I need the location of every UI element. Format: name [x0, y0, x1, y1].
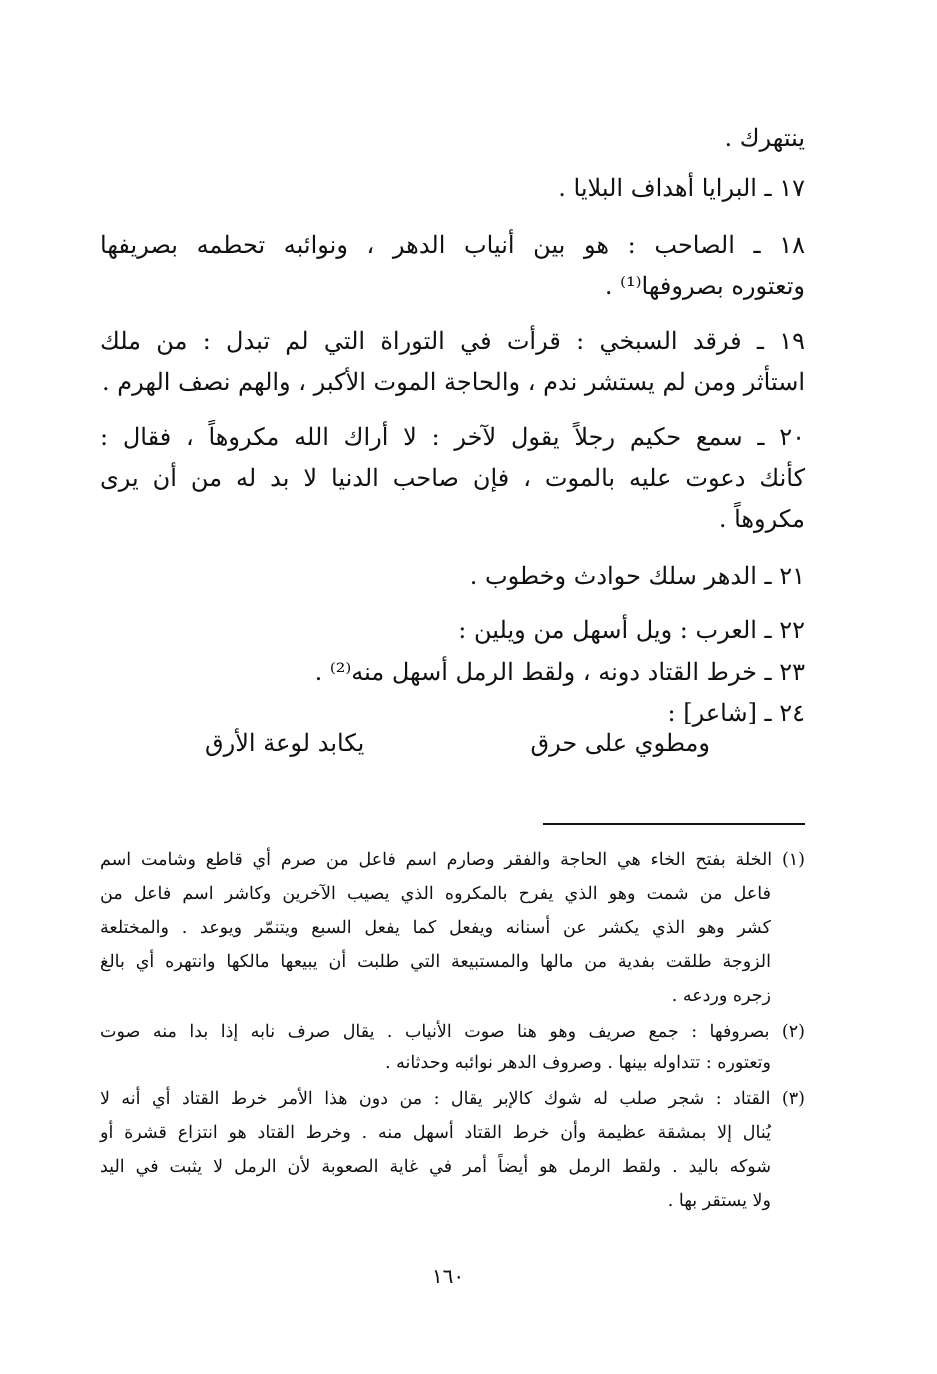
- body-line-9: مكروهاً .: [718, 505, 805, 533]
- footnote-line-3: كشر وهو الذي يكشر عن أسنانه ويفعل كما يفعل السبع ويتنمّر ويوعد . والمختلعة: [100, 918, 771, 938]
- body-line-10: ٢١ ـ الدهر سلك حوادث وخطوب .: [469, 562, 805, 590]
- body-line-12: ٢٣ ـ خرط القتاد دونه ، ولقط الرمل أسهل منه⁽²⁾ .: [314, 658, 805, 686]
- page-number: ١٦٠: [431, 1264, 465, 1288]
- verse: [205, 727, 710, 759]
- body-line-8: كأنك دعوت عليه بالموت ، فإن صاحب الدنيا لا بد له من أن يرى: [100, 464, 805, 492]
- verse-second-hemistich: يكابد لوعة الأرق: [205, 729, 365, 757]
- footnote-line-7: وتعتوره : تتداوله بينها . وصروف الدهر نوائبه وحدثانه .: [384, 1053, 771, 1073]
- footnote-line-4: الزوجة طلقت بفدية من مالها والمستبيعة التي طلبت أن يبيعها مالكها وانتهره أي بالغ: [100, 952, 771, 972]
- body-line-5: ١٩ ـ فرقد السبخي : قرأت في التوراة التي لم تبدل : من ملك: [100, 327, 805, 355]
- body-line-2: ١٧ ـ البرايا أهداف البلايا .: [558, 174, 805, 202]
- footnote-line-8: (٣) القتاد : شجر صلب له شوك كالإبر يقال : من دون هذا الأمر خرط القتاد أي أنه لا: [100, 1089, 805, 1109]
- body-line-13: ٢٤ ـ [شاعر] :: [667, 699, 805, 727]
- body-line-6: استأثر ومن لم يستشر ندم ، والحاجة الموت الأكبر ، والهم نصف الهرم .: [102, 368, 805, 396]
- body-line-4: وتعتوره بصروفها⁽¹⁾ .: [604, 272, 805, 300]
- footnote-line-9: يُنال إلا بمشقة عظيمة وأن خرط القتاد أسهل منه . وخرط القتاد هو انتزاع قشرة أو: [100, 1123, 771, 1143]
- body-line-3: ١٨ ـ الصاحب : هو بين أنياب الدهر ، ونوائبه تحطمه بصريفها: [100, 231, 805, 259]
- footnote-line-10: شوكه باليد . ولقط الرمل هو أيضاً أمر في غاية الصعوبة لأن الرمل لا يثبت في اليد: [100, 1157, 771, 1177]
- book-page: [100, 0, 805, 1374]
- footnote-separator: [543, 823, 805, 825]
- footnote-line-6: (٢) بصروفها : جمع صريف وهو هنا صوت الأنياب . يقال صرف نابه إذا بدا منه صوت: [100, 1022, 805, 1042]
- body-line-1: ينتهرك .: [724, 124, 805, 152]
- footnote-line-5: زجره وردعه .: [671, 986, 771, 1006]
- footnote-line-2: فاعل من شمت وهو الذي يفرح بالمكروه الذي يصيب الآخرين وكاشر اسم فاعل من: [100, 884, 771, 904]
- body-line-11: ٢٢ ـ العرب : ويل أسهل من ويلين :: [458, 616, 805, 644]
- footnote-line-11: ولا يستقر بها .: [667, 1191, 771, 1211]
- footnote-line-1: (١) الخلة بفتح الخاء هي الحاجة والفقر وصارم اسم فاعل من صرم أي قاطع وشامت اسم: [100, 850, 805, 870]
- verse-first-hemistich: ومطوي على حرق: [530, 729, 710, 757]
- body-line-7: ٢٠ ـ سمع حكيم رجلاً يقول لآخر : لا أراك الله مكروهاً ، فقال :: [100, 423, 805, 451]
